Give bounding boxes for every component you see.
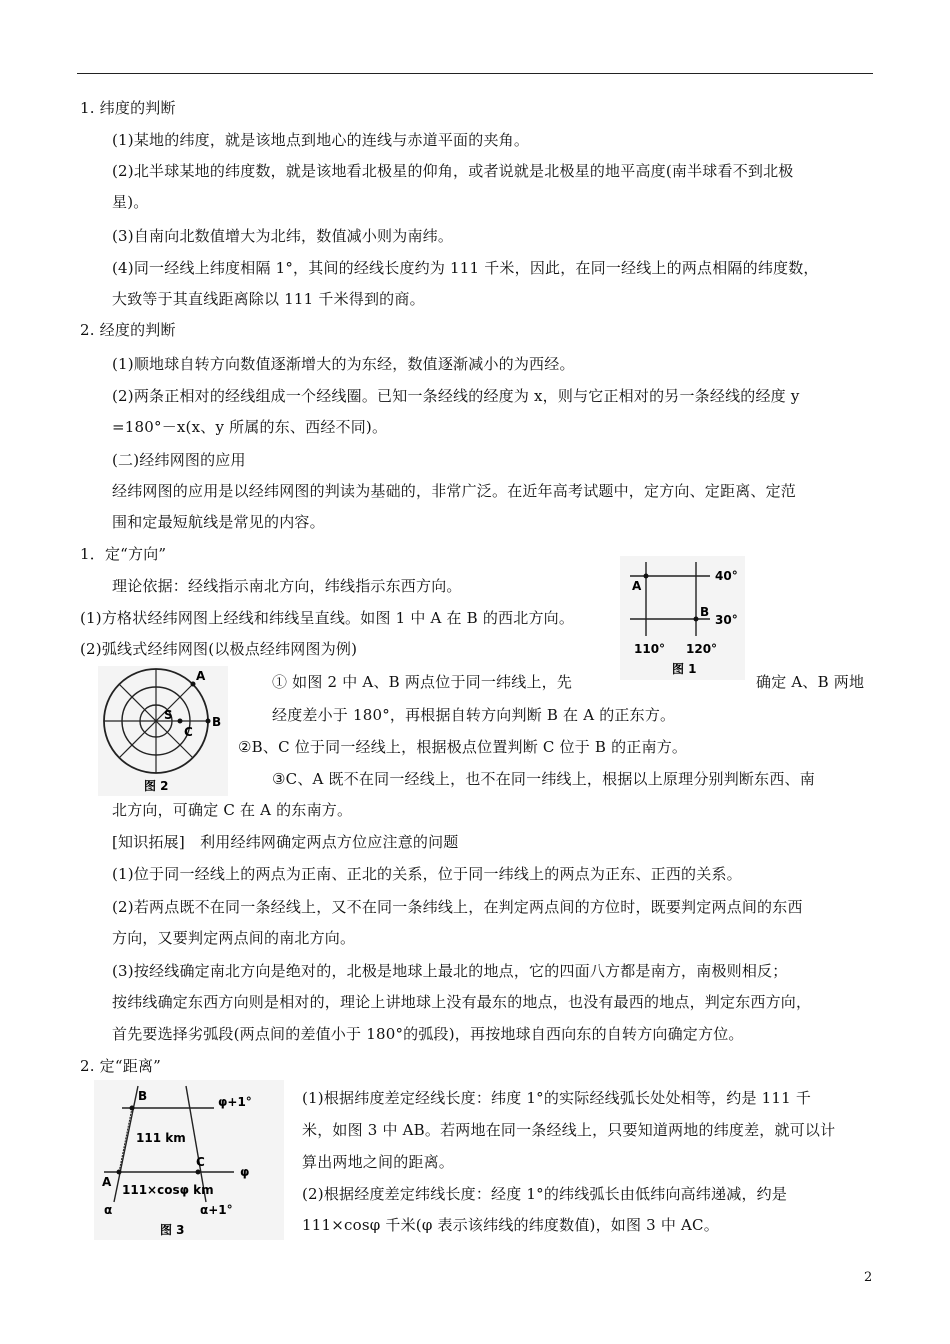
- point-a-dot: [644, 574, 649, 579]
- figure-1-grid: [620, 556, 745, 680]
- line-14: 围和定最短航线是常见的内容。: [112, 513, 325, 531]
- line-25: [知识拓展] 利用经纬网确定两点方位应注意的问题: [112, 833, 459, 851]
- header-rule: [77, 73, 873, 74]
- fig3-a-dot: [117, 1170, 122, 1175]
- figure-2-polar: [98, 666, 228, 796]
- fig3-lon-left: α: [104, 1203, 113, 1217]
- fig3-parallel-distance: 111×cosφ km: [122, 1183, 214, 1197]
- line-11: =180°－x(x、y 所属的东、西经不同)。: [112, 418, 388, 436]
- line-33: (1)根据纬度差定经线长度：纬度 1°的实际经线弧长处处相等，约是 111 千: [302, 1089, 812, 1107]
- line-3: (2)北半球某地的纬度数，就是该地看北极星的仰角，或者说就是北极星的地平高度(南半球看不到北极: [112, 162, 794, 180]
- fig2-point-s: S: [164, 708, 173, 722]
- line-21: 经度差小于 180°，再根据自转方向判断 B 在 A 的正东方。: [272, 706, 676, 724]
- line-8: 2. 经度的判断: [80, 321, 176, 339]
- line-24: 北方向，可确定 C 在 A 的东南方。: [112, 801, 353, 819]
- fig2-point-a: A: [196, 669, 206, 683]
- line-5: (3)自南向北数值增大为北纬，数值减小则为南纬。: [112, 227, 454, 245]
- line-30: 按纬线确定东西方向则是相对的，理论上讲地球上没有最东的地点，也没有最西的地点，判定东西方向，: [112, 993, 812, 1011]
- fig1-lon-left: 110°: [634, 642, 666, 656]
- fig3-lat-top: φ+1°: [218, 1095, 252, 1109]
- line-9: (1)顺地球自转方向数值逐渐增大的为东经，数值逐渐减小的为西经。: [112, 355, 575, 373]
- fig3-meridian-distance: 111 km: [136, 1131, 186, 1145]
- fig2-a-dot: [191, 682, 196, 687]
- line-6: (4)同一经线上纬度相隔 1°，其间的经线长度约为 111 千米，因此，在同一经线上的两点相隔的纬度数，: [112, 259, 819, 277]
- line-26: (1)位于同一经线上的两点为正南、正北的关系，位于同一纬线上的两点为正东、正西的关系。: [112, 865, 742, 883]
- line-37: 111×cosφ 千米(φ 表示该纬线的纬度数值)，如图 3 中 AC。: [302, 1216, 719, 1234]
- line-12: (二)经纬网图的应用: [112, 451, 246, 469]
- fig3-point-a: A: [102, 1175, 112, 1189]
- fig1-lon-right: 120°: [686, 642, 718, 656]
- fig2-point-c: C: [184, 725, 193, 739]
- fig3-lat-bottom: φ: [240, 1165, 250, 1179]
- line-31: 首先要选择劣弧段(两点间的差值小于 180°的弧段)，再按地球自西向东的自转方向确定方位。: [112, 1025, 744, 1043]
- line-28: 方向，又要判定两点间的南北方向。: [112, 929, 356, 947]
- fig3-caption: 图 3: [160, 1223, 185, 1237]
- line-34: 米，如图 3 中 AB。若两地在同一条经线上，只要知道两地的纬度差，就可以计: [302, 1121, 836, 1139]
- line-1: 1. 纬度的判断: [80, 99, 176, 117]
- line-23: ③C、A 既不在同一经线上，也不在同一纬线上，根据以上原理分别判断东西、南: [272, 770, 815, 788]
- page-number: 2: [864, 1270, 873, 1285]
- line-17: (1)方格状经纬网图上经线和纬线呈直线。如图 1 中 A 在 B 的西北方向。: [80, 609, 575, 627]
- line-27: (2)若两点既不在同一条经线上，又不在同一条纬线上，在判定两点间的方位时，既要判定两点间的东西: [112, 898, 803, 916]
- fig2-caption: 图 2: [144, 779, 169, 793]
- fig3-point-c: C: [196, 1155, 205, 1169]
- figure-3-distance: [94, 1080, 284, 1240]
- line-16: 理论依据：经线指示南北方向，纬线指示东西方向。: [112, 577, 462, 595]
- line-13: 经纬网图的应用是以经纬网图的判读为基础的，非常广泛。在近年高考试题中，定方向、定距离、定范: [112, 482, 797, 500]
- line-22: ②B、C 位于同一经线上，根据极点位置判断 C 位于 B 的正南方。: [238, 738, 688, 756]
- fig3-b-dot: [130, 1106, 135, 1111]
- fig3-lon-right: α+1°: [200, 1203, 233, 1217]
- fig1-lat-bottom: 30°: [715, 613, 738, 627]
- fig1-lat-top: 40°: [715, 569, 738, 583]
- line-15: 1．定“方向”: [80, 545, 167, 563]
- fig3-c-dot: [196, 1170, 201, 1175]
- line-29: (3)按经线确定南北方向是绝对的，北极是地球上最北的地点，它的四面八方都是南方，南极则相反；: [112, 962, 788, 980]
- line-2: (1)某地的纬度，就是该地点到地心的连线与赤道平面的夹角。: [112, 131, 530, 149]
- line-4: 星)。: [112, 193, 149, 211]
- line-7: 大致等于其直线距离除以 111 千米得到的商。: [112, 290, 425, 308]
- line-18: (2)弧线式经纬网图(以极点经纬网图为例): [80, 640, 358, 658]
- fig3-point-b: B: [138, 1089, 148, 1103]
- line-10: (2)两条正相对的经线组成一个经线圈。已知一条经线的经度为 x，则与它正相对的另一条经线的经度 y: [112, 387, 800, 405]
- line-19: ① 如图 2 中 A、B 两点位于同一纬线上，先: [272, 673, 573, 691]
- line-35: 算出两地之间的距离。: [302, 1153, 455, 1171]
- line-32: 2. 定“距离”: [80, 1057, 162, 1075]
- fig1-point-b: B: [700, 605, 710, 619]
- point-b-dot: [694, 617, 699, 622]
- fig1-caption: 图 1: [672, 662, 697, 676]
- fig2-b-dot: [206, 719, 211, 724]
- fig2-c-dot: [178, 719, 183, 724]
- line-20: 确定 A、B 两地: [756, 673, 865, 691]
- fig2-point-b: B: [212, 715, 222, 729]
- line-36: (2)根据经度差定纬线长度：经度 1°的纬线弧长由低纬向高纬递减，约是: [302, 1185, 788, 1203]
- fig1-point-a: A: [632, 579, 642, 593]
